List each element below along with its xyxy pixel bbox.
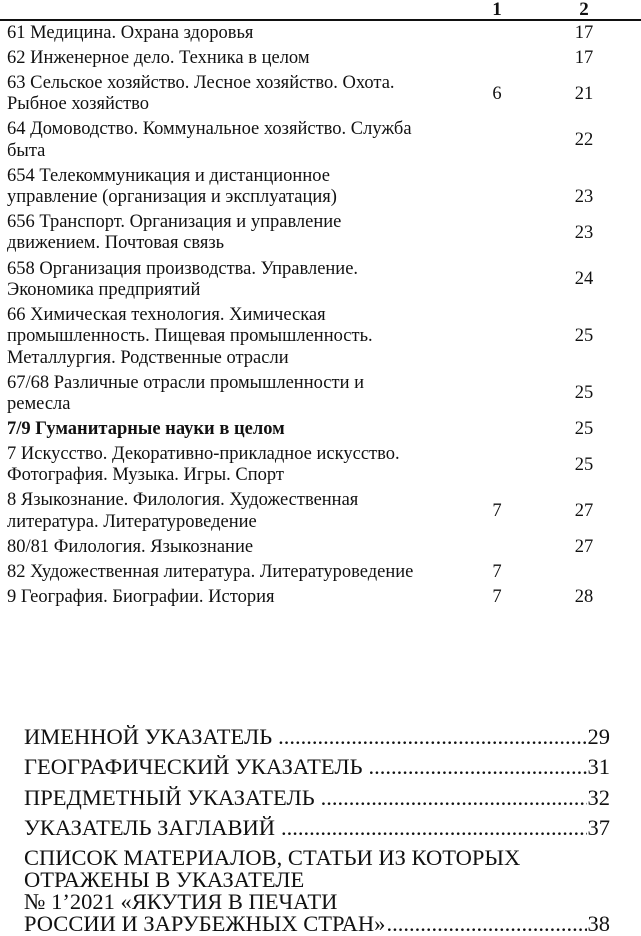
row-heading: 82 Художественная литература. Литературоведение xyxy=(7,561,414,582)
row-col-1: 7 xyxy=(492,561,502,582)
toc-page-number: 31 xyxy=(587,754,610,780)
table-row xyxy=(0,210,641,256)
toc-label: УКАЗАТЕЛЬ ЗАГЛАВИЙ xyxy=(24,814,276,840)
row-col-1 xyxy=(467,210,527,256)
row-heading: 61 Медицина. Охрана здоровья xyxy=(7,22,254,43)
table-row xyxy=(0,20,641,46)
table-row xyxy=(0,46,641,71)
toc-entry-line: СПИСОК МАТЕРИАЛОВ, СТАТЬИ ИЗ КОТОРЫХ xyxy=(24,845,521,871)
row-col-1 xyxy=(467,371,527,417)
toc-entry[interactable] xyxy=(24,726,610,748)
toc-label: ИМЕННОЙ УКАЗАТЕЛЬ xyxy=(24,724,273,749)
toc-entry-materials-list[interactable] xyxy=(24,847,610,935)
row-col-2: 25 xyxy=(574,418,594,439)
row-col-2: 25 xyxy=(574,383,594,404)
row-heading: 63 Сельское хозяйство. Лесное хозяйство. Охота. Рыбное хозяйство xyxy=(7,73,395,115)
row-col-1: 6 xyxy=(492,83,502,104)
toc-entry[interactable] xyxy=(24,784,610,810)
dot-leader xyxy=(281,817,586,839)
table-header xyxy=(0,0,641,20)
row-heading: 62 Инженерное дело. Техника в целом xyxy=(7,47,310,68)
row-heading: 8 Языкознание. Филология. Художественная литература. Литературоведение xyxy=(7,490,359,532)
toc-page-number: 32 xyxy=(587,784,610,810)
row-col-1 xyxy=(467,442,527,488)
toc-page-number: 38 xyxy=(587,911,610,936)
table-row xyxy=(0,417,641,442)
table-row xyxy=(0,442,641,488)
row-col-2: 28 xyxy=(574,586,594,607)
table-row xyxy=(0,303,641,371)
row-heading: 66 Химическая технология. Химическая промышленность. Пищевая промышленность. Металлургия. Родственные отрасли xyxy=(7,304,373,368)
header-col-2: 2 xyxy=(527,0,641,20)
row-col-1 xyxy=(467,303,527,371)
row-heading: 9 География. Биографии. История xyxy=(7,586,275,607)
row-col-2: 25 xyxy=(574,326,594,347)
toc-entry[interactable] xyxy=(24,756,610,778)
dot-leader xyxy=(278,726,586,748)
table-row xyxy=(0,164,641,210)
toc-page-number: 37 xyxy=(587,814,610,840)
dot-leader xyxy=(369,756,587,778)
row-col-1: 7 xyxy=(492,586,502,607)
header-col-1: 1 xyxy=(467,0,527,20)
row-col-2: 21 xyxy=(574,83,594,104)
toc-label: ПРЕДМЕТНЫЙ УКАЗАТЕЛЬ xyxy=(24,784,315,810)
table-row xyxy=(0,71,641,117)
row-heading: 7/9 Гуманитарные науки в целом xyxy=(7,418,285,439)
row-col-2: 23 xyxy=(574,187,594,208)
row-heading: 67/68 Различные отрасли промышленности и ремесла xyxy=(7,372,365,414)
table-row xyxy=(0,585,641,610)
row-col-1: 7 xyxy=(492,501,502,522)
row-col-1 xyxy=(467,46,527,71)
row-col-1 xyxy=(467,118,527,164)
toc-entry-line: № 1’2021 «ЯКУТИЯ В ПЕЧАТИ xyxy=(24,889,338,915)
row-heading: 656 Транспорт. Организация и управление движением. Почтовая связь xyxy=(7,212,342,254)
table-row xyxy=(0,535,641,560)
row-col-2: 17 xyxy=(574,22,594,43)
toc-entry[interactable] xyxy=(24,814,610,840)
row-col-2: 27 xyxy=(574,501,594,522)
toc-entry-line: РОССИИ И ЗАРУБЕЖНЫХ СТРАН» xyxy=(24,911,386,936)
row-col-1 xyxy=(467,417,527,442)
row-heading: 80/81 Филология. Языкознание xyxy=(7,536,254,557)
dot-leader xyxy=(386,913,586,935)
row-col-2: 23 xyxy=(574,222,594,243)
row-col-1 xyxy=(467,535,527,560)
row-col-2: 25 xyxy=(574,454,594,475)
row-heading: 7 Искусство. Декоративно-прикладное искусство. Фотография. Музыка. Игры. Спорт xyxy=(7,444,400,486)
row-col-2: 24 xyxy=(574,269,594,290)
toc-page-number: 29 xyxy=(587,724,610,749)
table-row xyxy=(0,257,641,303)
row-col-2: 22 xyxy=(574,130,594,151)
table-row xyxy=(0,118,641,164)
row-col-2: 27 xyxy=(574,536,594,557)
table-row xyxy=(0,560,641,585)
table-row xyxy=(0,489,641,535)
toc-list xyxy=(24,726,610,935)
row-heading: 654 Телекоммуникация и дистанционное управление (организация и эксплуатация) xyxy=(7,165,337,208)
row-col-2 xyxy=(527,560,641,585)
row-col-1 xyxy=(467,257,527,303)
row-col-1 xyxy=(467,164,527,210)
table-row xyxy=(0,371,641,417)
toc-entry-line: ОТРАЖЕНЫ В УКАЗАТЕЛЕ xyxy=(24,867,305,893)
dot-leader xyxy=(321,787,587,809)
toc-label: ГЕОГРАФИЧЕСКИЙ УКАЗАТЕЛЬ xyxy=(24,754,363,780)
row-heading: 64 Домоводство. Коммунальное хозяйство. Служба быта xyxy=(7,119,412,161)
row-heading: 658 Организация производства. Управление. Экономика предприятий xyxy=(7,258,359,300)
row-col-1 xyxy=(467,20,527,46)
row-col-2: 17 xyxy=(574,47,594,68)
header-blank xyxy=(0,0,420,20)
